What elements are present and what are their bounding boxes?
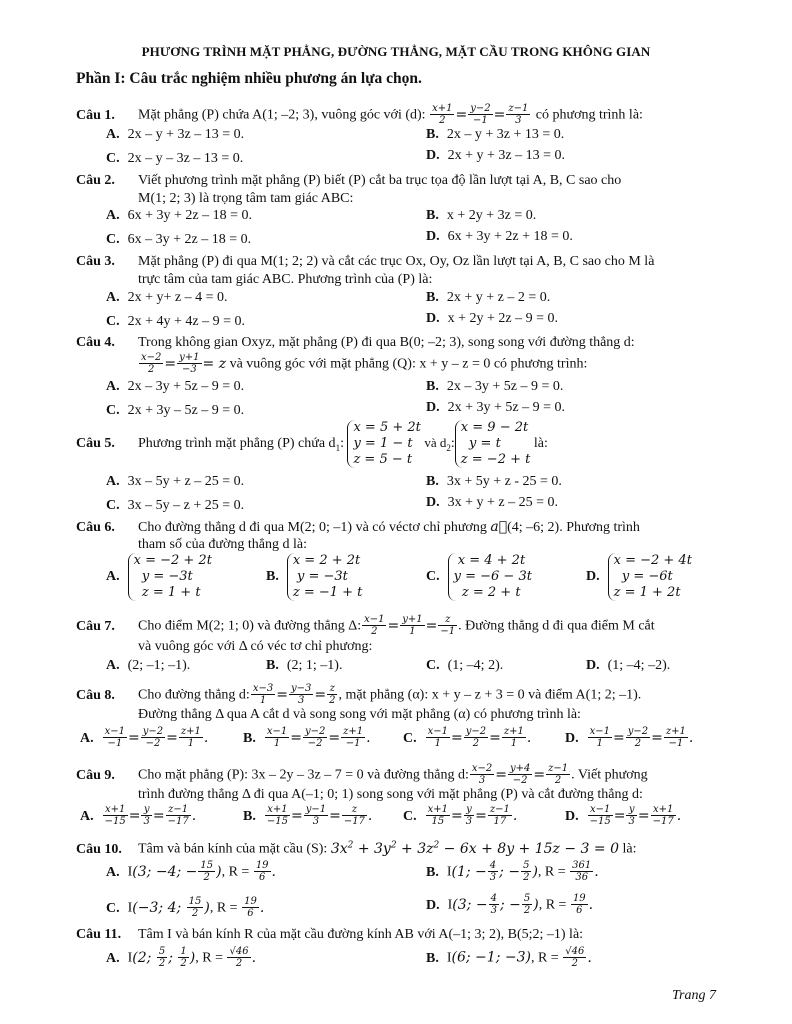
question-2-cont: M(1; 2; 3) là trọng tâm tam giác ABC:	[138, 191, 354, 206]
q1-option-d[interactable]: D. 2x + y + 3z – 13 = 0.	[426, 148, 566, 163]
q6-option-c[interactable]: C. x = 4 + 2t y = −6 − 3t z = 2 + t	[426, 553, 532, 600]
q7-option-d[interactable]: D. (1; –4; –2).	[586, 658, 671, 673]
q5-option-b[interactable]: B. 3x + 5y + z - 25 = 0.	[426, 474, 562, 489]
q6-option-b[interactable]: B.x = 2 + 2t y = −3t z = −1 + t	[266, 553, 363, 600]
q11-option-a[interactable]: A. I(2; $\frac{5}{2}$ ; $\frac{1}{2}$ ), R = $\frac{√46}{2}$ .	[106, 946, 257, 969]
q11-option-b[interactable]: B. I(6; −1; −3), R = $\frac{√46}{2}$ .	[426, 946, 592, 969]
q9-option-b[interactable]: B. $\frac{x+1}{-15}$ = $\frac{y-1}{3}$ = $\frac{z}{-17}$ .	[243, 804, 373, 827]
question-6-cont: tham số của đường thẳng d là:	[138, 537, 307, 552]
question-2: Câu 2. Viết phương trình mặt phẳng (P) biết (P) cắt ba trục tọa độ lần lượt tại A, B, C sao cho	[76, 173, 622, 188]
q4-option-c[interactable]: C. 2x + 3y – 5z – 9 = 0.	[106, 403, 245, 418]
q1-option-c[interactable]: C. 2x – y – 3z – 13 = 0.	[106, 151, 244, 166]
question-7: Câu 7. Cho điểm M(2; 1; 0) và đường thẳng Δ: $\frac{x-1}{2}$ = $\frac{y+1}{1}$ = $\frac{z}{-1}$ . Đường thẳng d đi qua điểm M cắt	[76, 614, 655, 637]
question-3: Câu 3. Mặt phẳng (P) đi qua M(1; 2; 2) và cắt các trục Ox, Oy, Oz lần lượt tại A, B, C sao cho M là	[76, 254, 655, 269]
question-11: Câu 11. Tâm I và bán kính R của mặt cầu đường kính AB với A(–1; 3; 2), B(5;2; –1) là:	[76, 927, 584, 942]
q3-option-c[interactable]: C. 2x + 4y + 4z – 9 = 0.	[106, 314, 246, 329]
q4-option-b[interactable]: B. 2x – 3y + 5z – 9 = 0.	[426, 379, 564, 394]
page-header: PHƯƠNG TRÌNH MẶT PHẲNG, ĐƯỜNG THẲNG, MẶT CẦU TRONG KHÔNG GIAN	[141, 44, 651, 59]
question-4: Câu 4. Trong không gian Oxyz, mặt phẳng (P) đi qua B(0; –2; 3), song song với đường thẳng d:	[76, 335, 635, 350]
q1-option-b[interactable]: B. 2x – y + 3z + 13 = 0.	[426, 127, 565, 142]
q7-option-a[interactable]: A. (2; –1; –1).	[106, 658, 191, 673]
question-6: Câu 6. Cho đường thẳng d đi qua M(2; 0; –1) và có véctơ chỉ phương a⃗(4; –6; 2). Phương trình	[76, 519, 640, 535]
q2-option-c[interactable]: C. 6x – 3y + 2z – 18 = 0.	[106, 232, 252, 247]
question-8-cont: Đường thẳng Δ qua A cắt d và song song với mặt phẳng (α) có phương trình là:	[138, 707, 581, 722]
question-1: Câu 1. Mặt phẳng (P) chứa A(1; –2; 3), vuông góc với (d): $\frac{x+1}{2}$ = $\frac{y-2}{-1}$ = $\frac{z-1}{3}$ có phương trình là:	[76, 103, 643, 126]
q5-option-d[interactable]: D. 3x + y + z – 25 = 0.	[426, 495, 559, 510]
q2-option-a[interactable]: A. 6x + 3y + 2z – 18 = 0.	[106, 208, 253, 223]
question-4-cont: $\frac{x-2}{2}$ = $\frac{y+1}{-3}$ = z và vuông góc với mặt phẳng (Q): x + y – z = 0 có phương trình:	[141, 352, 588, 375]
q10-option-d[interactable]: D. I(3; − $\frac{4}{3}$ ; − $\frac{5}{2}$ ), R = $\frac{19}{6}$ .	[426, 893, 594, 916]
q2-option-d[interactable]: D. 6x + 3y + 2z + 18 = 0.	[426, 229, 573, 244]
q9-option-a[interactable]: A. $\frac{x+1}{-15}$ = $\frac{y}{3}$ = $\frac{z-1}{-17}$ .	[80, 804, 197, 827]
question-8: Câu 8. Cho đường thẳng d: $\frac{x-3}{1}$ = $\frac{y-3}{3}$ = $\frac{z}{2}$ , mặt phẳng (α): x + y – z + 3 = 0 và điểm A(1; 2; –1).	[76, 683, 642, 706]
question-9-cont: trình đường thẳng Δ đi qua A(–1; 0; 1) song song với mặt phẳng (P) và cắt đường thẳng d:	[138, 787, 643, 802]
q8-option-a[interactable]: A. $\frac{x-1}{-1}$ = $\frac{y-2}{-2}$ = $\frac{z+1}{1}$ .	[80, 726, 209, 749]
question-10: Câu 10. Tâm và bán kính của mặt cầu (S): $3x^2 + 3y^2 + 3z^2 - 6x + 8y + 15z - 3 = 0$ là:	[76, 840, 637, 857]
page-number: Trang 7	[672, 988, 716, 1003]
question-3-cont: trực tâm của tam giác ABC. Phương trình của (P) là:	[138, 272, 433, 287]
q9-option-c[interactable]: C. $\frac{x+1}{15}$ = $\frac{y}{3}$ = $\frac{z-1}{17}$ .	[403, 804, 518, 827]
q10-option-a[interactable]: A. I(3; −4; − $\frac{15}{2}$ ), R = $\frac{19}{6}$ .	[106, 860, 276, 883]
q3-option-a[interactable]: A. 2x + y+ z – 4 = 0.	[106, 290, 228, 305]
q3-option-d[interactable]: D. x + 2y + 2z – 9 = 0.	[426, 311, 559, 326]
q7-option-c[interactable]: C. (1; –4; 2).	[426, 658, 504, 673]
q10-option-c[interactable]: C. I(−3; 4; $\frac{15}{2}$ ), R = $\frac{19}{6}$ .	[106, 896, 265, 919]
q8-option-d[interactable]: D. $\frac{x-1}{1}$ = $\frac{y-2}{2}$ = $\frac{z+1}{-1}$ .	[565, 726, 694, 749]
part-title: Phần I: Câu trắc nghiệm nhiều phương án lựa chọn.	[76, 70, 422, 87]
q8-option-b[interactable]: B. $\frac{x-1}{1}$ = $\frac{y-2}{-2}$ = $\frac{z+1}{-1}$ .	[243, 726, 371, 749]
q5-option-a[interactable]: A. 3x – 5y + z – 25 = 0.	[106, 474, 245, 489]
q2-option-b[interactable]: B. x + 2y + 3z = 0.	[426, 208, 537, 223]
question-9: Câu 9. Cho mặt phẳng (P): 3x – 2y – 3z – 7 = 0 và đường thẳng d: $\frac{x-2}{3}$ = $\frac{y+4}{-2}$ = $\frac{z-1}{2}$ . Viết phương	[76, 763, 648, 786]
q5-option-c[interactable]: C. 3x – 5y – z + 25 = 0.	[106, 498, 245, 513]
q9-option-d[interactable]: D. $\frac{x-1}{-15}$ = $\frac{y}{3}$ = $\frac{x+1}{-17}$ .	[565, 804, 682, 827]
q6-option-d[interactable]: D.x = −2 + 4t y = −6t z = 1 + 2t	[586, 553, 692, 600]
q4-option-a[interactable]: A. 2x – 3y + 5z – 9 = 0.	[106, 379, 245, 394]
q3-option-b[interactable]: B. 2x + y + z – 2 = 0.	[426, 290, 551, 305]
q6-option-a[interactable]: A.x = −2 + 2t y = −3t z = 1 + t	[106, 553, 212, 600]
q10-option-b[interactable]: B. I(1; − $\frac{4}{3}$ ; − $\frac{5}{2}$ ), R = $\frac{361}{36}$ .	[426, 860, 599, 883]
q7-option-b[interactable]: B. (2; 1; –1).	[266, 658, 343, 673]
q8-option-c[interactable]: C. $\frac{x-1}{1}$ = $\frac{y-2}{2}$ = $\frac{z+1}{1}$ .	[403, 726, 532, 749]
question-7-cont: và vuông góc với Δ có véc tơ chỉ phương:	[138, 639, 373, 654]
q1-option-a[interactable]: A. 2x – y + 3z – 13 = 0.	[106, 127, 245, 142]
question-5: Câu 5. Phương trình mặt phẳng (P) chứa $d_1$: x = 5 + 2t y = 1 − t z = 5 − t và $d_2:x = 9 - 2t$ y = t z = −2 + t là:	[76, 420, 548, 467]
q4-option-d[interactable]: D. 2x + 3y + 5z – 9 = 0.	[426, 400, 566, 415]
